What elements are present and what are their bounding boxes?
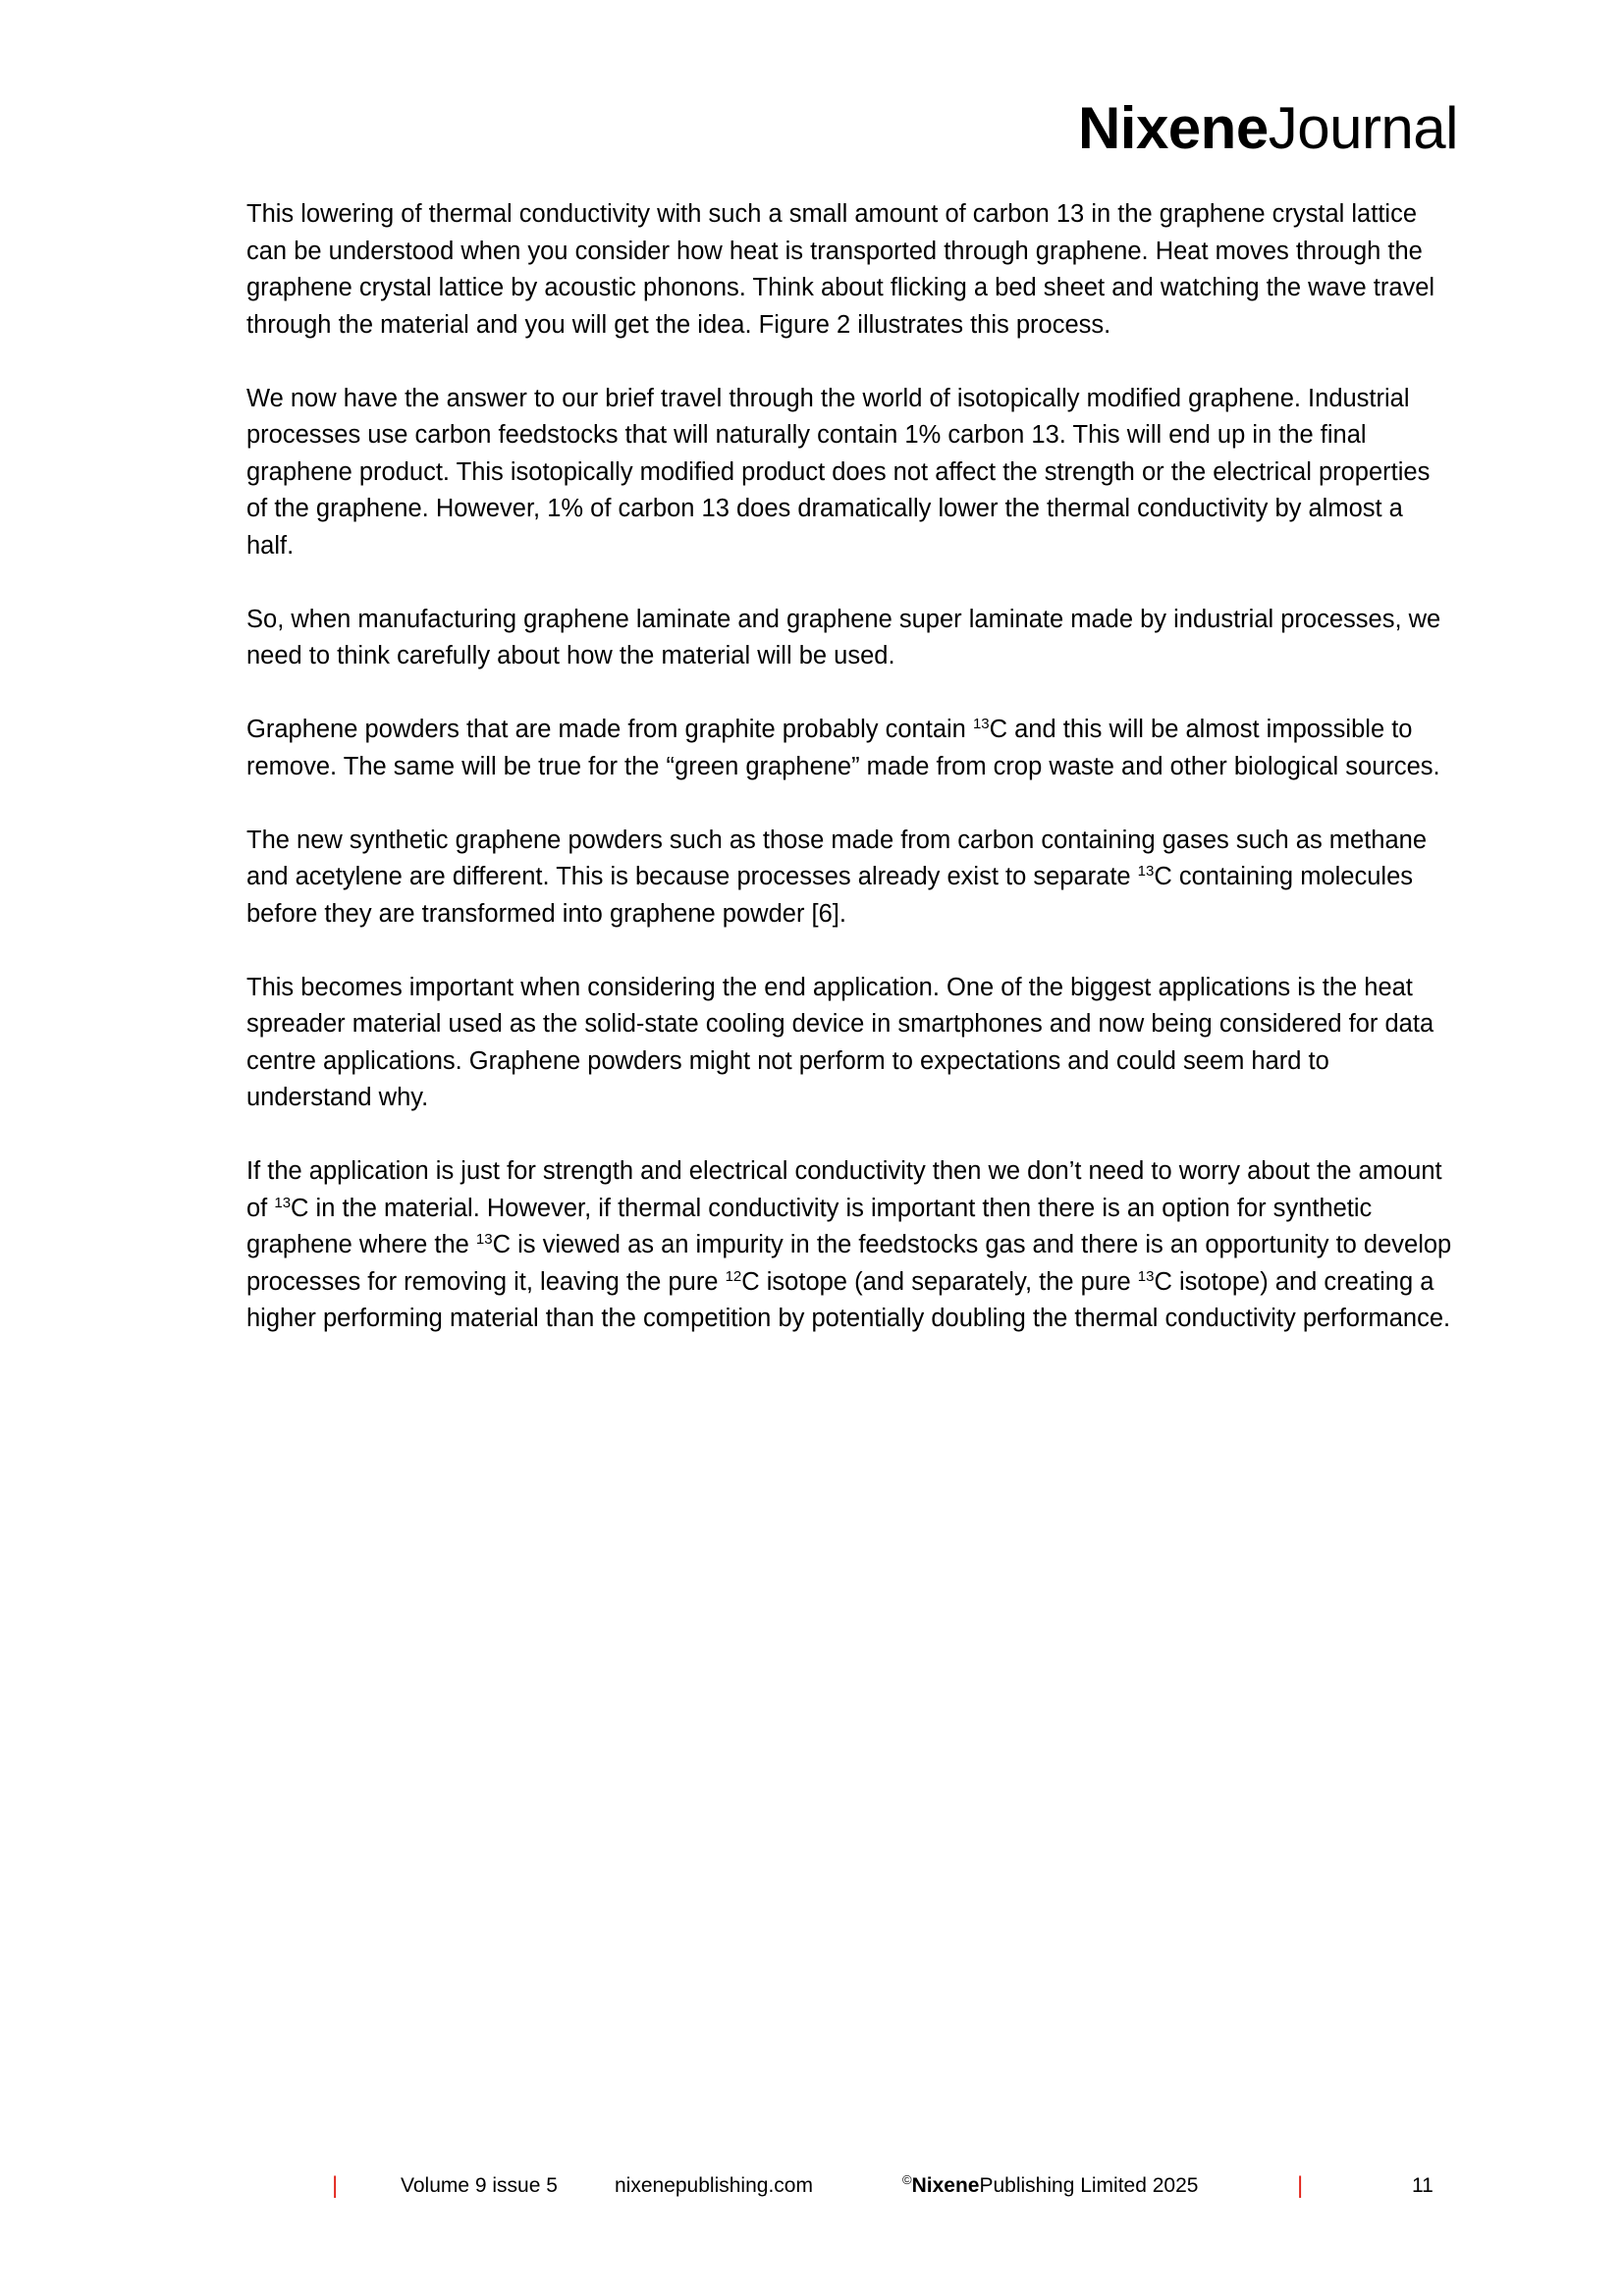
isotope-superscript: 13 [1137, 863, 1155, 880]
footer-separator-left: | [332, 2172, 339, 2199]
isotope-superscript: 13 [1137, 1267, 1155, 1285]
copyright-symbol: © [902, 2172, 912, 2187]
page-number: 11 [1412, 2174, 1434, 2197]
footer-publisher-rest: Publishing Limited 2025 [979, 2174, 1199, 2197]
isotope-superscript: 13 [475, 1231, 493, 1248]
logo-brand-bold: Nixene [1077, 95, 1269, 161]
paragraph-6: This becomes important when considering the end application. One of the biggest applications is the heat spreader material used as the solid-state cooling device in smartphones and now being considered for data centre applications. Graphene powders might not perform to expectations and could seem hard to understand why. [246, 973, 1434, 1111]
isotope-superscript: 12 [725, 1267, 742, 1285]
paragraph-7 [246, 1153, 1454, 1338]
footer-separator-right: | [1297, 2172, 1304, 2199]
footer-website: nixenepublishing.com [615, 2174, 813, 2197]
journal-logo [1078, 94, 1458, 163]
text-run: C containing molecules before they are transformed into graphene powder [6]. [246, 863, 1414, 928]
paragraph-1: This lowering of thermal conductivity with such a small amount of carbon 13 in the graphene crystal lattice can be understood when you consider how heat is transported through graphene. Heat moves through the graphene crystal lattice by acoustic phonons. Think about flicking a bed sheet and watching the wave travel through the material and you will get the idea. Figure 2 illustrates this process. [246, 200, 1435, 339]
text-run: C and this will be almost impossible to remove. The same will be true for the “green graphene” made from crop waste and other biological sources. [246, 716, 1440, 780]
paragraph-3: So, when manufacturing graphene laminate and graphene super laminate made by industrial processes, we need to think carefully about how the material will be used. [246, 605, 1441, 669]
footer-publisher-bold: Nixene [911, 2174, 980, 2197]
text-run: Graphene powders that are made from graphite probably contain [246, 716, 973, 743]
text-run: The new synthetic graphene powders such as those made from carbon containing gases such as methane and acetylene are different. This is because processes already exist to separate [246, 826, 1428, 890]
paragraph-5 [246, 823, 1454, 934]
footer-volume: Volume 9 issue 5 [401, 2174, 558, 2197]
text-run: C in the material. However, if thermal conductivity is important then there is an option for synthetic graphene where the [246, 1194, 1373, 1258]
text-run: C is viewed as an impurity in the feedstocks gas and there is an opportunity to develop processes for removing it, leaving the pure [246, 1231, 1452, 1296]
text-run: C isotope (and separately, the pure [741, 1267, 1138, 1296]
text-run: C isotope) and creating a higher performing material than the competition by potentially doubling the thermal conductivity performance. [246, 1267, 1451, 1332]
page-footer [0, 2171, 1623, 2201]
text-run: If the application is just for strength and electrical conductivity then we don’t need to worry about the amount of [246, 1157, 1442, 1222]
isotope-superscript: 13 [972, 716, 990, 732]
isotope-superscript: 13 [274, 1194, 292, 1211]
article-body [246, 196, 1454, 1374]
paragraph-4 [246, 712, 1454, 785]
paragraph-2: We now have the answer to our brief travel through the world of isotopically modified graphene. Industrial processes use carbon feedstocks that will naturally contain 1% carbon 13. This will end up in the final graphene product. This isotopically modified product does not affect the strength or the electrical properties of the graphene. However, 1% of carbon 13 does dramatically lower the thermal conductivity by almost a half. [246, 384, 1431, 560]
logo-brand-light: Journal [1268, 95, 1458, 161]
footer-copyright [902, 2171, 1198, 2201]
